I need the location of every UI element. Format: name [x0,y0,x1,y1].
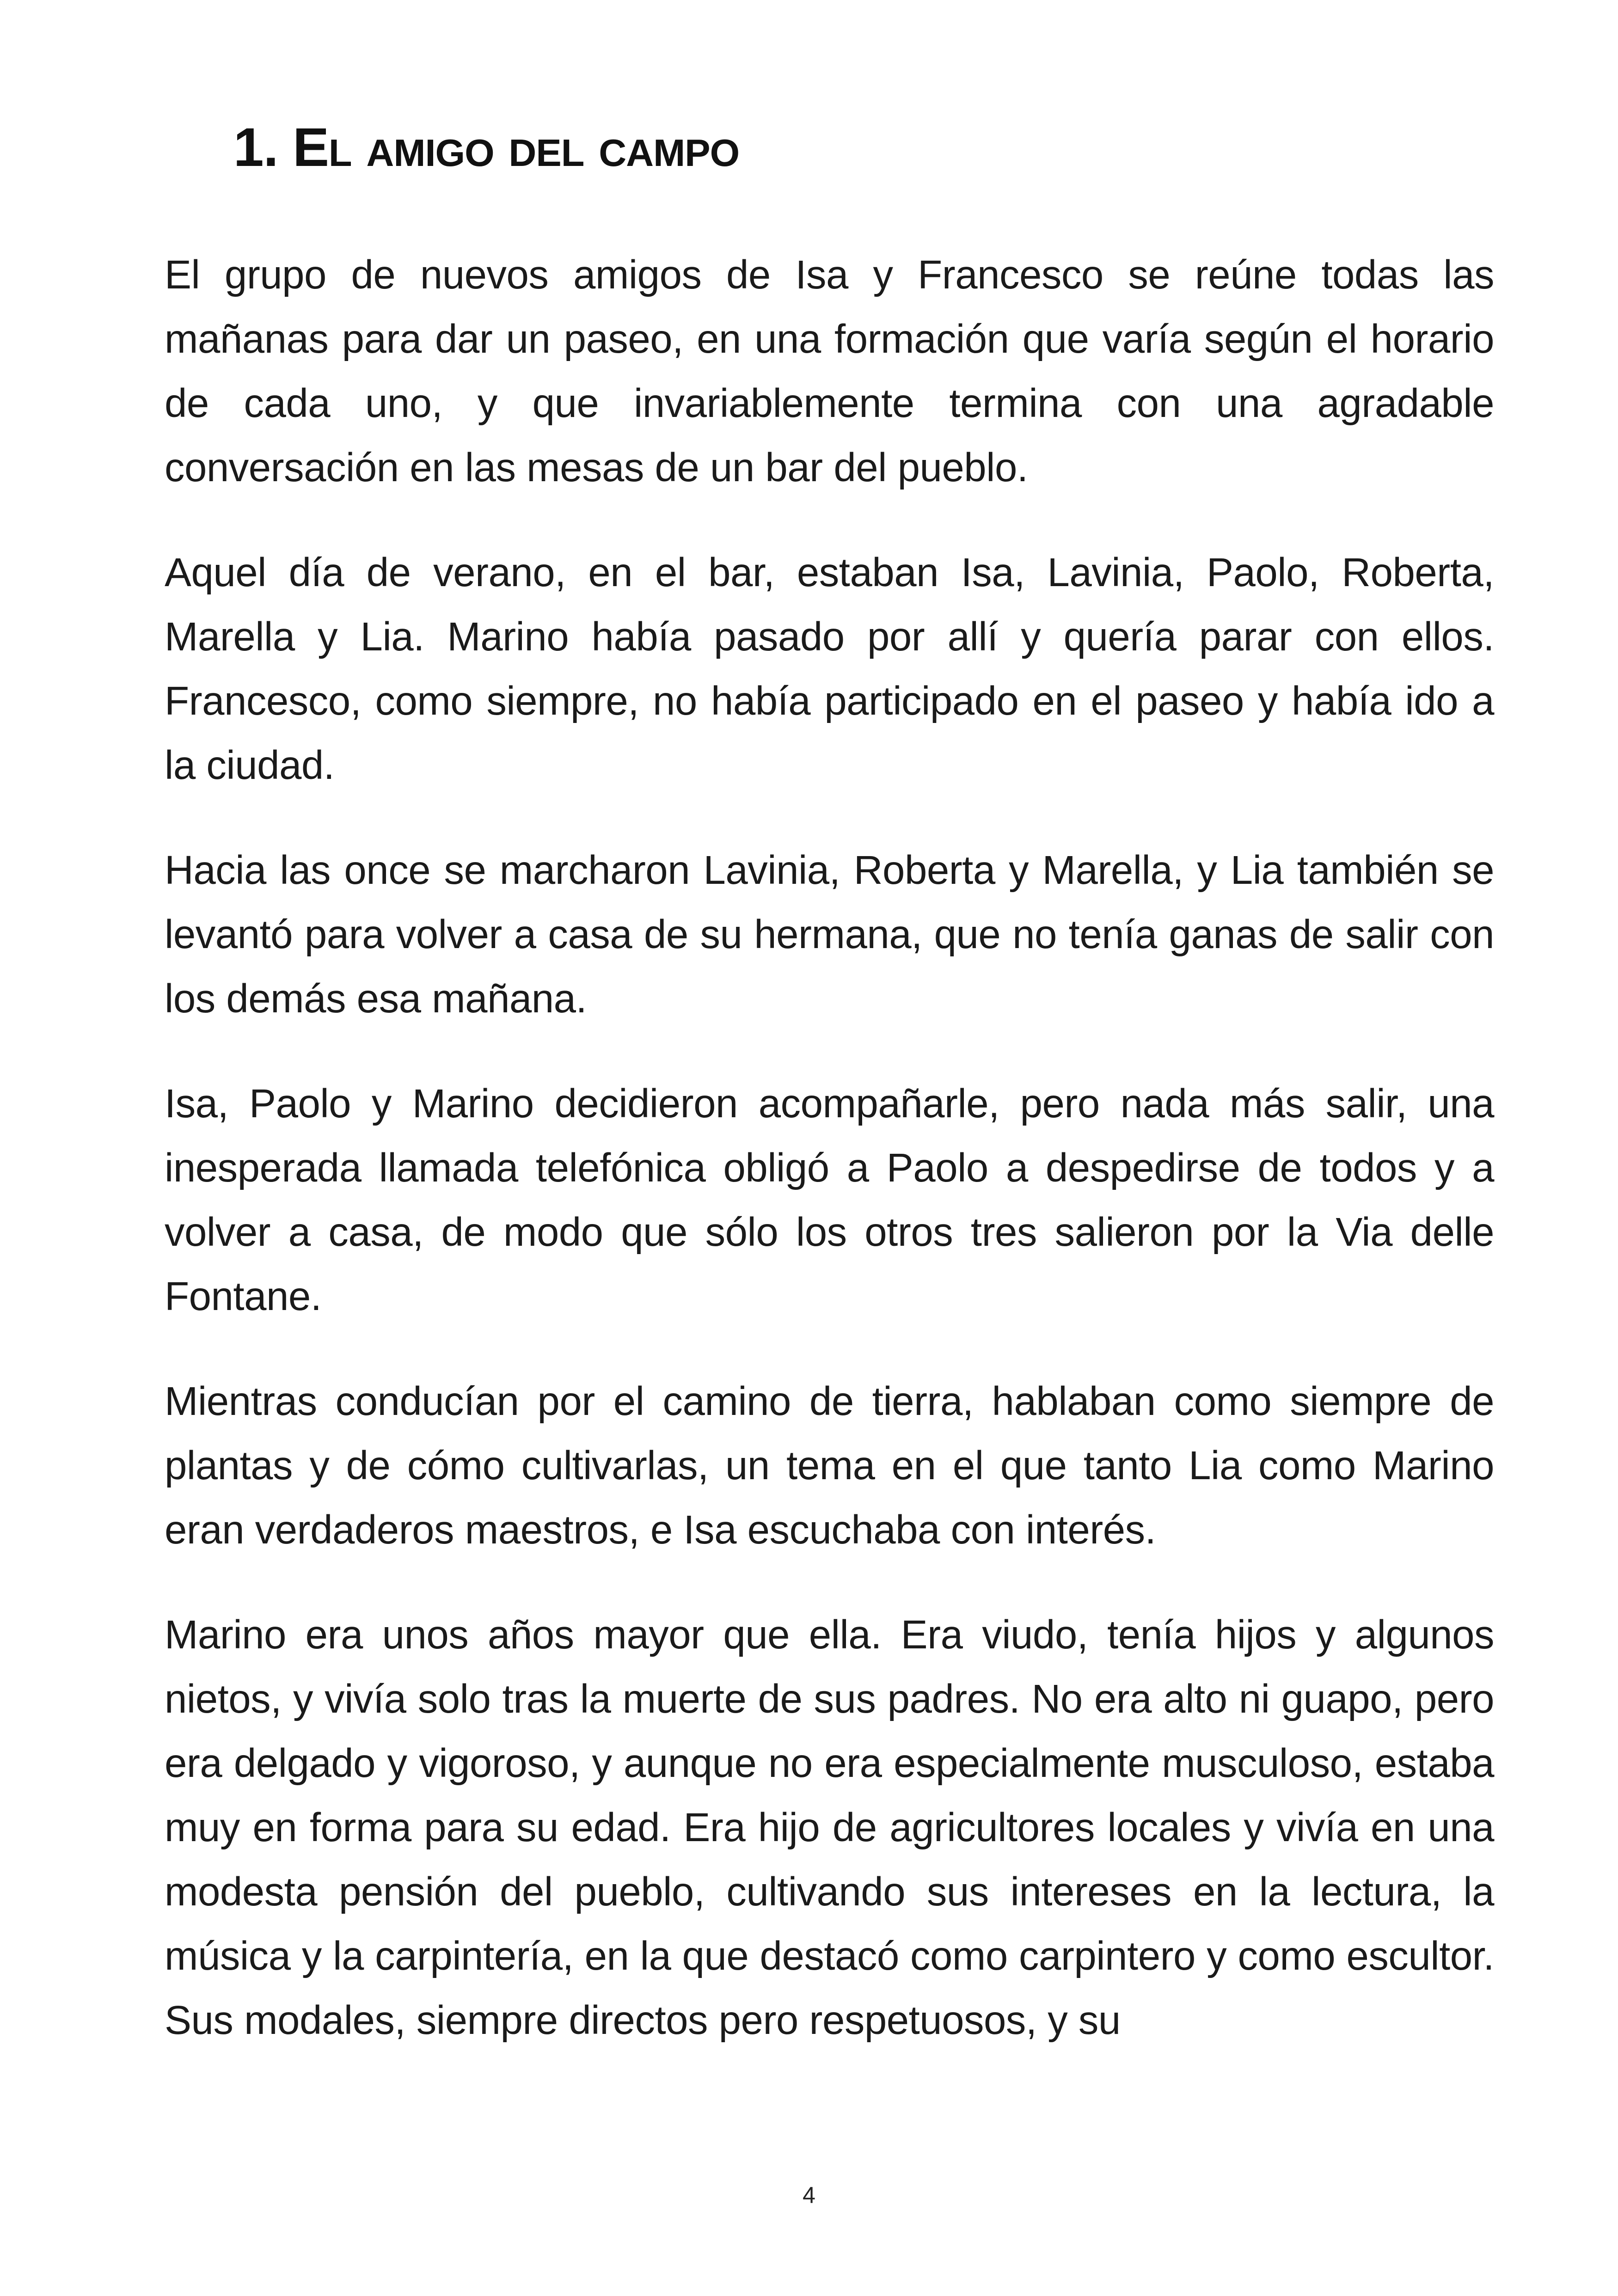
paragraph-3: Hacia las once se marcharon Lavinia, Roberta y Marella, y Lia también se levantó para volver a casa de su hermana, que no tenía ganas de salir con los demás esa mañana. [165,848,1494,1021]
paragraph-5: Mientras conducían por el camino de tierra, hablaban como siempre de plantas y de cómo cultivarlas, un tema en el que tanto Lia como Marino eran verdaderos maestros, e Isa escuchaba con interés. [165,1379,1494,1552]
paragraph-6: Marino era unos años mayor que ella. Era viudo, tenía hijos y algunos nietos, y vivía solo tras la muerte de sus padres. No era alto ni guapo, pero era delgado y vigoroso, y aunque no era especialmente musculoso, estaba muy en forma para su edad. Era hijo de agricultores locales y vivía en una modesta pensión del pueblo, cultivando sus intereses en la lectura, la música y la carpintería, en la que destacó como carpintero y como escultor. Sus modales, siempre directos pero respetuosos, y su [165,1612,1494,2043]
chapter-title: 1. El amigo del campo [233,117,740,178]
paragraph-2: Aquel día de verano, en el bar, estaban Isa, Lavinia, Paolo, Roberta, Marella y Lia. Marino había pasado por allí y quería parar con ellos. Francesco, como siempre, no había participado en el paseo y había ido a la ciudad. [165,550,1494,788]
paragraph-4: Isa, Paolo y Marino decidieron acompañarle, pero nada más salir, una inesperada llamada telefónica obligó a Paolo a despedirse de todos y a volver a casa, de modo que sólo los otros tres salieron por la Via delle Fontane. [165,1081,1494,1319]
body-text [165,243,1494,2093]
page-number: 4 [803,2182,815,2208]
paragraph-1: El grupo de nuevos amigos de Isa y Francesco se reúne todas las mañanas para dar un paseo, en una formación que varía según el horario de cada uno, y que invariablemente termina con una agradable conversación en las mesas de un bar del pueblo. [165,252,1494,490]
